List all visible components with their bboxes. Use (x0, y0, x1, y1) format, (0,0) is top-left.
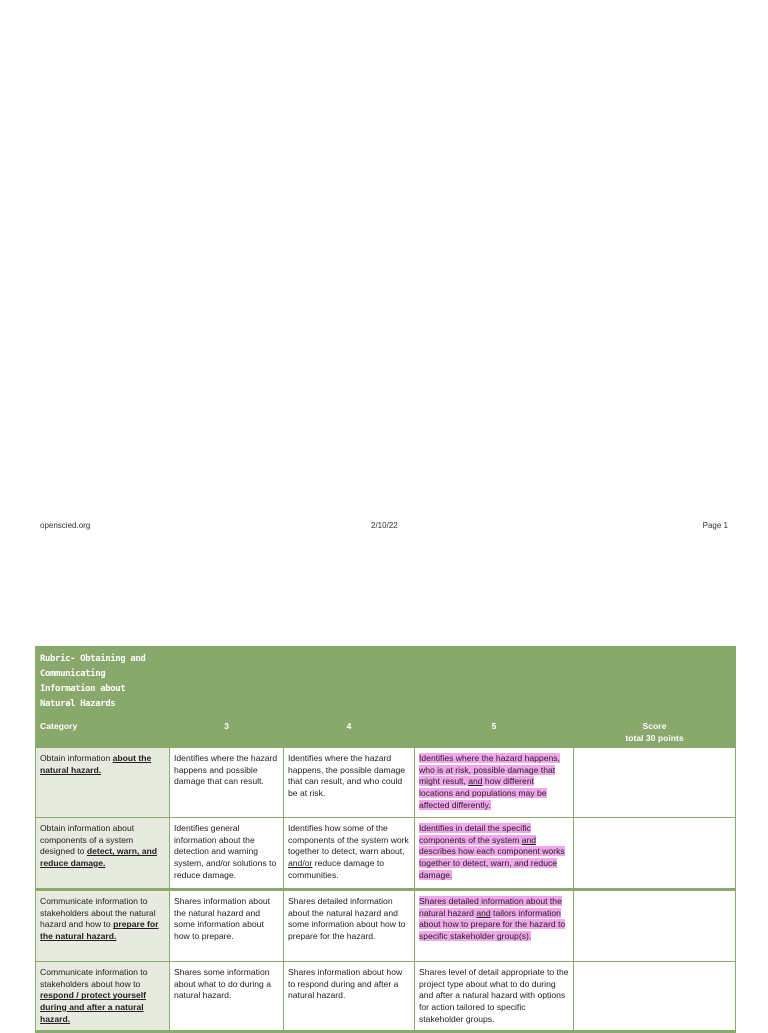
header-score-3: 3 (170, 716, 284, 748)
level-5-cell: Identifies in detail the specific components of the system and describes how each component works together to detect, warn, and reduce damage. (415, 818, 574, 890)
category-cell: Communicate information to stakeholders about the natural hazard and how to prepare for the natural hazard. (36, 890, 170, 962)
rubric-title: Rubric- Obtaining and Communicating Information about Natural Hazards (36, 647, 170, 716)
header-score-total: total 30 points (625, 732, 684, 743)
category-cell: Communicate information to stakeholders about how to respond / protect yourself during and after a natural hazard. (36, 962, 170, 1032)
header-score-label: Score (642, 721, 667, 731)
level-3-cell: Shares information about the natural hazard and some information about how to prepare. (170, 890, 284, 962)
table-row (36, 818, 736, 890)
level-4-cell: Shares detailed information about the natural hazard and some information about how to prepare for the hazard. (284, 890, 415, 962)
header-category: Category (36, 716, 170, 748)
score-cell[interactable] (574, 962, 736, 1032)
level-4-cell: Shares information about how to respond during and after a natural hazard. (284, 962, 415, 1032)
score-cell[interactable] (574, 818, 736, 890)
rubric-header-row (36, 716, 736, 748)
category-cell: Obtain information about components of a system designed to detect, warn, and reduce damage. (36, 818, 170, 890)
level-4-cell: Identifies where the hazard happens, the possible damage that can result, and who could be at risk. (284, 748, 415, 818)
level-3-cell: Identifies general information about the detection and warning system, and/or solutions to reduce damage. (170, 818, 284, 890)
score-cell[interactable] (574, 748, 736, 818)
table-row (36, 748, 736, 818)
page-footer (0, 521, 768, 533)
level-3-cell: Shares some information about what to do during a natural hazard. (170, 962, 284, 1032)
header-score-5: 5 (415, 716, 574, 748)
level-5-cell: Shares level of detail appropriate to the project type about what to do during and after a natural hazard with options for action tailored to specific stakeholder groups. (415, 962, 574, 1032)
footer-site: openscied.org (40, 521, 91, 530)
footer-page-number: Page 1 (702, 521, 728, 530)
rubric-title-row (36, 647, 736, 716)
category-cell: Obtain information about the natural hazard. (36, 748, 170, 818)
level-5-cell: Shares detailed information about the natural hazard and tailors information about how to prepare for the hazard to specific stakeholder group(s). (415, 890, 574, 962)
rubric-table (35, 646, 736, 1033)
level-3-cell: Identifies where the hazard happens and possible damage that can result. (170, 748, 284, 818)
level-4-cell: Identifies how some of the components of the system work together to detect, warn about, and/or reduce damage to communities. (284, 818, 415, 890)
header-score-4: 4 (284, 716, 415, 748)
header-score (574, 716, 736, 748)
score-cell[interactable] (574, 890, 736, 962)
table-row (36, 890, 736, 962)
table-row (36, 962, 736, 1032)
level-5-cell: Identifies where the hazard happens, who is at risk, possible damage that might result, and how different locations and populations may be affected differently. (415, 748, 574, 818)
footer-date: 2/10/22 (371, 521, 398, 530)
